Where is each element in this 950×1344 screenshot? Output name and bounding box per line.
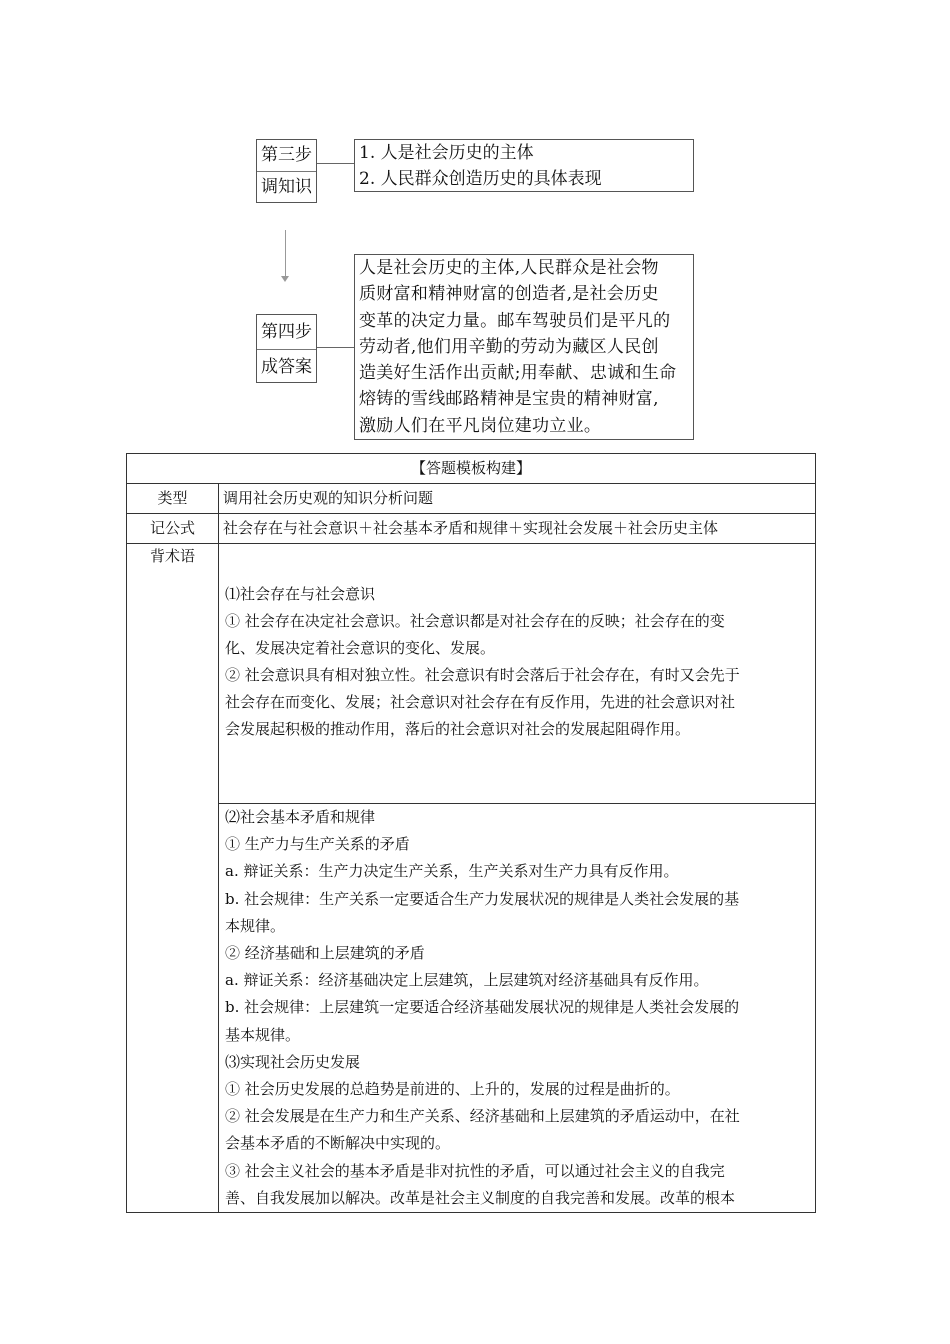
text-line: 会基本矛盾的不断解决中实现的。 (225, 1134, 451, 1153)
text-line: 基本规律。 (225, 1025, 301, 1044)
answer-template-table (126, 453, 816, 1213)
text-line: b. 社会规律：生产关系一定要适合生产力发展状况的规律是人类社会发展的基 (225, 889, 740, 908)
row-value: 社会存在与社会意识＋社会基本矛盾和规律＋实现社会发展＋社会历史主体 (219, 514, 816, 544)
text-line: b. 社会规律：上层建筑一定要适合经济基础发展状况的规律是人类社会发展的 (225, 998, 740, 1017)
step4-connector (317, 347, 354, 348)
text-line: ⑴社会存在与社会意识 (225, 585, 376, 603)
step3-label-box (256, 139, 317, 203)
answer-line: 造美好生活作出贡献;用奉献、忠诚和生命 (359, 363, 677, 384)
text-line: a. 辩证关系：经济基础决定上层建筑，上层建筑对经济基础具有反作用。 (225, 971, 709, 990)
recite-label (127, 544, 219, 1213)
text-line: ⑵社会基本矛盾和规律 (225, 808, 376, 826)
row-label: 记公式 (127, 514, 219, 544)
row-label: 类型 (127, 484, 219, 514)
flow-arrow-line (285, 230, 286, 278)
row-value: 调用社会历史观的知识分析问题 (219, 484, 816, 514)
knowledge-item: 2. 人民群众创造历史的具体表现 (359, 169, 602, 189)
table-row (127, 514, 816, 544)
text-line: ② 经济基础和上层建筑的矛盾 (225, 944, 425, 963)
table-row (127, 804, 816, 1213)
text-line: ② 社会发展是在生产力和生产关系、经济基础和上层建筑的矛盾运动中，在社 (225, 1107, 740, 1126)
recite-block-2 (219, 804, 816, 1213)
step4-label-top: 第四步 (261, 322, 312, 342)
step4-answer-box (354, 254, 694, 440)
step3-label-top: 第三步 (261, 145, 312, 165)
text-line: 本规律。 (225, 916, 286, 935)
answer-line: 劳动者,他们用辛勤的劳动为藏区人民创 (359, 336, 659, 357)
step3-label-bottom: 调知识 (257, 171, 316, 203)
recite-block-1 (219, 544, 816, 804)
knowledge-item: 1. 人是社会历史的主体 (359, 143, 534, 163)
text-line: 化、发展决定着社会意识的变化、发展。 (225, 639, 496, 657)
answer-line: 质财富和精神财富的创造者,是社会历史 (359, 284, 659, 305)
text-line: ① 生产力与生产关系的矛盾 (225, 835, 410, 854)
answer-line: 熔铸的雪线邮路精神是宝贵的精神财富, (359, 389, 659, 410)
text-line: ① 社会存在决定社会意识。社会意识都是对社会存在的反映；社会存在的变 (225, 612, 725, 630)
answer-line: 人是社会历史的主体,人民群众是社会物 (359, 258, 659, 278)
text-line: ② 社会意识具有相对独立性。社会意识有时会落后于社会存在，有时又会先于 (225, 666, 740, 684)
table-row (127, 484, 816, 514)
text-line: 善、自我发展加以解决。改革是社会主义制度的自我完善和发展。改革的根本 (225, 1188, 736, 1207)
text-line: a. 辩证关系：生产力决定生产关系，生产关系对生产力具有反作用。 (225, 862, 679, 881)
down-arrow-icon (281, 276, 289, 282)
step3-connector (317, 163, 354, 164)
recite-label-text: 背术语 (149, 547, 195, 565)
text-line: 会发展起积极的推动作用，落后的社会意识对社会的发展起阻碍作用。 (225, 720, 691, 738)
text-line: ⑶实现社会历史发展 (225, 1052, 361, 1071)
answer-line: 变革的决定力量。邮车驾驶员们是平凡的 (359, 310, 671, 331)
step3-knowledge-box (354, 139, 694, 192)
table-row (127, 544, 816, 804)
step4-label-bottom: 成答案 (257, 349, 316, 384)
text-line: 社会存在而变化、发展；社会意识对社会存在有反作用，先进的社会意识对社 (225, 693, 736, 711)
template-title: 【答题模板构建】 (127, 454, 816, 484)
text-line: ③ 社会主义社会的基本矛盾是非对抗性的矛盾，可以通过社会主义的自我完 (225, 1161, 725, 1180)
text-line: ① 社会历史发展的总趋势是前进的、上升的，发展的过程是曲折的。 (225, 1080, 680, 1099)
step4-label-box (256, 314, 317, 383)
answer-line: 激励人们在平凡岗位建功立业。 (359, 415, 602, 436)
